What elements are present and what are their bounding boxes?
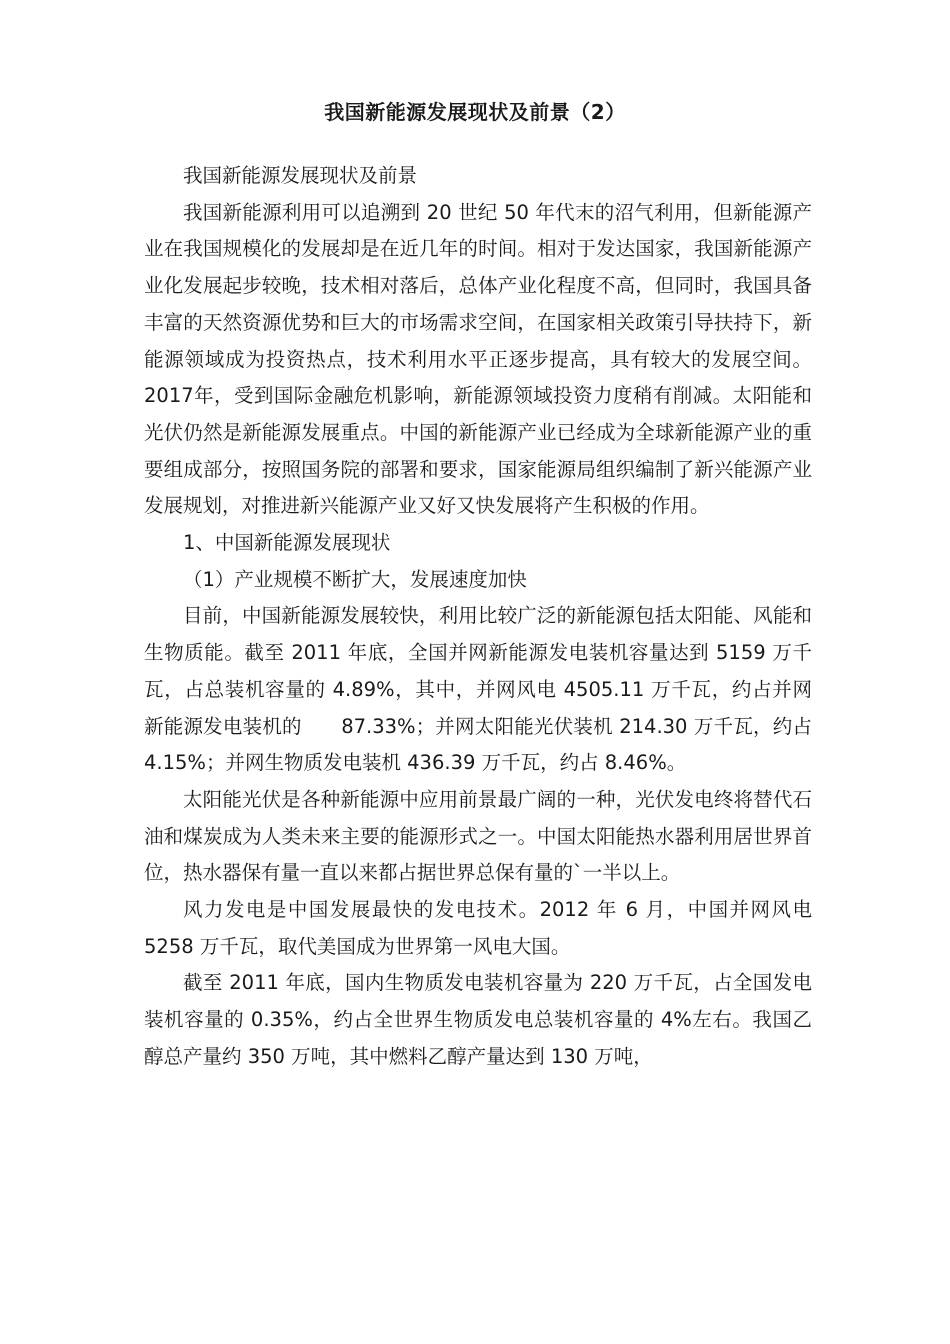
paragraph-wind: 风力发电是中国发展最快的发电技术。2012 年 6 月，中国并网风电 5258 万千瓦，取代美国成为世界第一风电大国。 bbox=[144, 898, 812, 958]
section-heading: 1、中国新能源发展现状 bbox=[183, 531, 391, 555]
document-title: 我国新能源发展现状及前景（2） bbox=[324, 100, 626, 124]
paragraph-biomass: 截至 2011 年底，国内生物质发电装机容量为 220 万千瓦，占全国发电装机容量的 0.35%，约占全世界生物质发电总装机容量的 4%左右。我国乙醇总产量约 350 万吨，其中燃料乙醇产量达到 130 万吨， bbox=[144, 971, 812, 1068]
document-body bbox=[144, 158, 812, 1076]
paragraph-status: 目前，中国新能源发展较快，利用比较广泛的新能源包括太阳能、风能和生物质能。截至 2011 年底，全国并网新能源发电装机容量达到 5159 万千瓦，占总装机容量的 4.89%，其中，并网风电 4505.11 万千瓦，约占并网新能源发电装机的 87.33%；并网太阳能光伏装机 214.30 万千瓦，约占 4.15%；并网生物质发电装机 436.39 万千瓦，约占 8.46%。 bbox=[144, 604, 812, 775]
paragraph-intro: 我国新能源利用可以追溯到 20 世纪 50 年代末的沼气利用，但新能源产业在我国规模化的发展却是在近几年的时间。相对于发达国家，我国新能源产业化发展起步较晚，技术相对落后，总体产业化程度不高，但同时，我国具备丰富的天然资源优势和巨大的市场需求空间，在国家相关政策引导扶持下，新能源领域成为投资热点，技术利用水平正逐步提高，具有较大的发展空间。 2017年，受到国际金融危机影响，新能源领域投资力度稍有削减。太阳能和光伏仍然是新能源发展重点。中国的新能源产业已经成为全球新能源产业的重要组成部分，按照国务院的部署和要求，国家能源局组织编制了新兴能源产业发展规划，对推进新兴能源产业又好又快发展将产生积极的作用。 bbox=[144, 200, 812, 518]
subsection-heading: （1）产业规模不断扩大，发展速度加快 bbox=[183, 567, 527, 591]
paragraph-heading: 我国新能源发展现状及前景 bbox=[183, 164, 418, 187]
paragraph-solar: 太阳能光伏是各种新能源中应用前景最广阔的一种，光伏发电终将替代石油和煤炭成为人类未来主要的能源形式之一。中国太阳能热水器利用居世界首位，热水器保有量一直以来都占据世界总保有量的`一半以上。 bbox=[144, 787, 812, 885]
